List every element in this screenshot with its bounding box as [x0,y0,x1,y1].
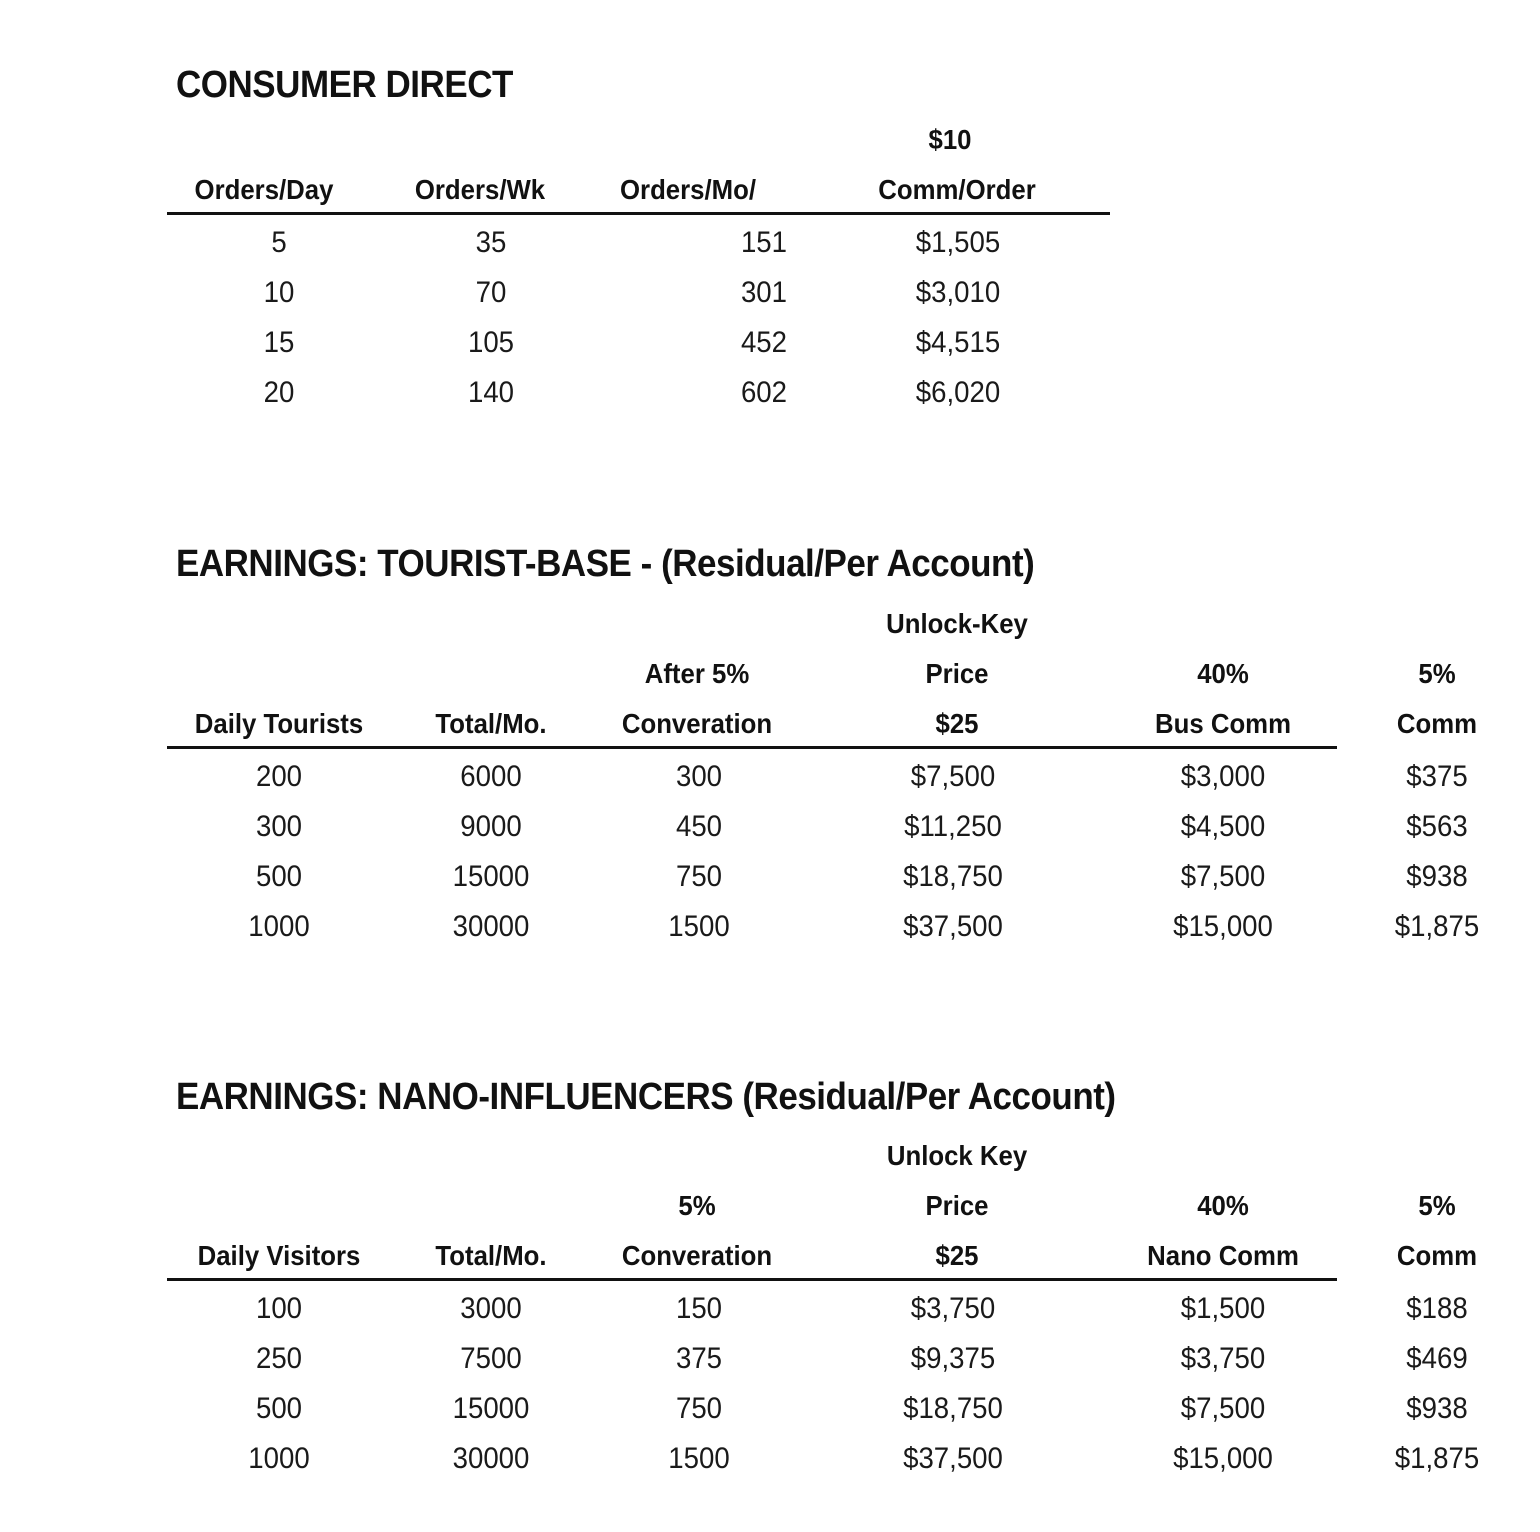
table-cell: $938 [1406,860,1468,893]
column-header: Daily Tourists [194,708,364,739]
table-cell: 750 [675,1392,723,1425]
column-header: 40% [1197,658,1249,689]
table-cell: 20 [263,376,295,409]
column-header: Comm/Order [878,174,1036,205]
table-cell: $18,750 [903,860,1003,893]
table-cell: 15 [263,326,295,359]
table-cell: 140 [467,376,515,409]
table-cell: 15000 [452,860,530,893]
table-cell: 15000 [452,1392,530,1425]
table-cell: $1,505 [915,226,1001,259]
header-rule [167,746,1337,749]
table-cell: $7,500 [1180,1392,1266,1425]
table-cell: $1,875 [1394,910,1480,943]
table-cell: $9,375 [910,1342,996,1375]
table-cell: 105 [467,326,515,359]
table-cell: $938 [1406,1392,1468,1425]
table-cell: 1500 [668,1442,730,1475]
table-cell: 9000 [460,810,522,843]
table-cell: $3,000 [1180,760,1266,793]
table-cell: 35 [475,226,507,259]
table-cell: 1000 [248,1442,310,1475]
table-cell: $37,500 [903,1442,1003,1475]
column-header: Nano Comm [1147,1240,1299,1271]
column-header: Price [925,1190,989,1221]
table-cell: 602 [740,376,787,409]
table-cell: 3000 [460,1292,522,1325]
table-cell: 250 [255,1342,303,1375]
table-cell: 30000 [452,910,530,943]
table-cell: 70 [475,276,507,309]
table-cell: $15,000 [1173,1442,1273,1475]
table-cell: $1,875 [1394,1442,1480,1475]
table-cell: $1,500 [1180,1292,1266,1325]
table-cell: 452 [740,326,787,359]
table-cell: 150 [675,1292,723,1325]
table-cell: 7500 [460,1342,522,1375]
column-header: $25 [935,1240,979,1271]
header-rule [167,1278,1337,1281]
table-cell: 30000 [452,1442,530,1475]
table-cell: $4,515 [915,326,1001,359]
table-cell: 500 [255,1392,303,1425]
table-cell: $469 [1406,1342,1468,1375]
column-header: Comm [1396,708,1478,739]
table-cell: 300 [255,810,303,843]
table-cell: 300 [675,760,723,793]
column-header-top: $10 [928,124,972,155]
table-cell: $11,250 [904,810,1002,843]
column-header: Total/Mo. [435,708,547,739]
table-cell: $6,020 [915,376,1001,409]
column-header: 5% [1418,1190,1456,1221]
table-cell: $4,500 [1180,810,1266,843]
table-cell: $188 [1406,1292,1468,1325]
column-header: 5% [1418,658,1456,689]
column-header: Orders/Day [194,174,334,205]
table-cell: 6000 [460,760,522,793]
column-header: Comm [1396,1240,1478,1271]
column-header: Converation [621,708,773,739]
table-cell: 151 [740,226,787,259]
section-title: EARNINGS: NANO-INFLUENCERS (Residual/Per Account) [176,1076,1116,1118]
table-cell: 450 [675,810,723,843]
column-header: Unlock-Key [886,608,1028,639]
table-cell: 750 [675,860,723,893]
column-header: Orders/Wk [414,174,546,205]
table-cell: $7,500 [910,760,996,793]
table-cell: $3,750 [910,1292,996,1325]
table-cell: 1500 [668,910,730,943]
table-cell: 301 [740,276,787,309]
table-cell: 100 [255,1292,303,1325]
table-cell: $18,750 [903,1392,1003,1425]
table-cell: $7,500 [1180,860,1266,893]
table-cell: $375 [1406,760,1468,793]
section-title: CONSUMER DIRECT [176,64,513,106]
table-cell: $3,010 [915,276,1001,309]
section-title: EARNINGS: TOURIST-BASE - (Residual/Per Account) [176,543,1035,585]
column-header: Price [925,658,989,689]
column-header: 40% [1197,1190,1249,1221]
table-cell: 500 [255,860,303,893]
column-header: Daily Visitors [197,1240,361,1271]
table-cell: 5 [271,226,287,259]
table-cell: 1000 [248,910,310,943]
header-rule [167,212,1110,215]
table-cell: $563 [1406,810,1468,843]
column-header: Unlock Key [886,1140,1028,1171]
table-cell: $3,750 [1180,1342,1266,1375]
column-header: Orders/Mo/ [620,174,756,205]
table-cell: 10 [263,276,295,309]
table-cell: $37,500 [903,910,1003,943]
column-header: Total/Mo. [435,1240,547,1271]
column-header: Bus Comm [1155,708,1291,739]
table-cell: 200 [255,760,303,793]
column-header: $25 [935,708,979,739]
column-header: Converation [621,1240,773,1271]
column-header: After 5% [644,658,750,689]
table-cell: 375 [675,1342,723,1375]
column-header: 5% [678,1190,716,1221]
table-cell: $15,000 [1173,910,1273,943]
